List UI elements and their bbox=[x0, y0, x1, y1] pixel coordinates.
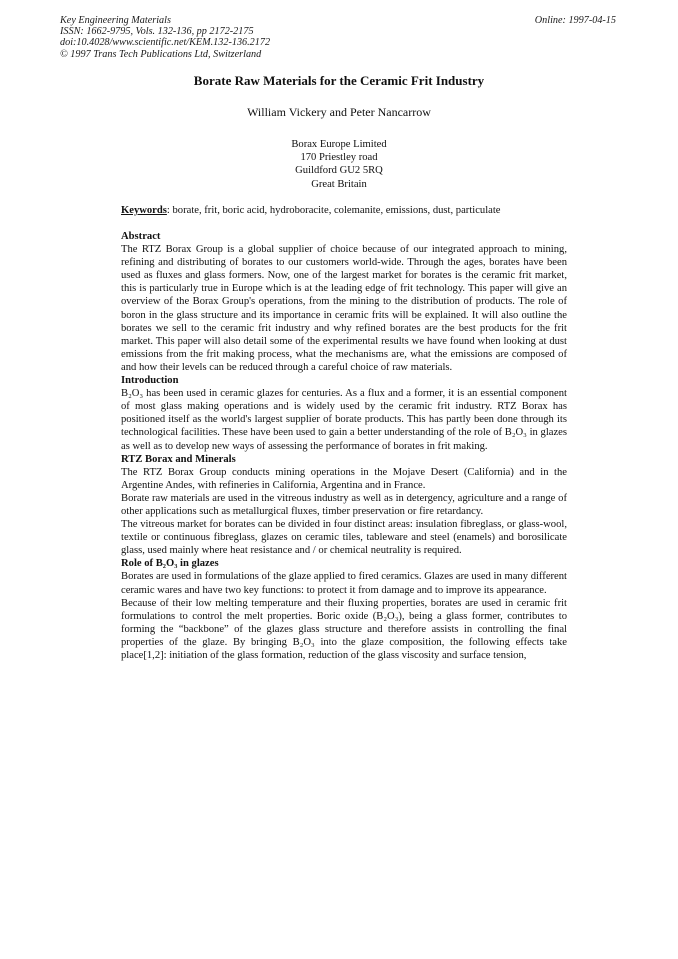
rtz-paragraph-3: The vitreous market for borates can be divided in four distinct areas: insulation fibreglass, or glass-wool, textile or continuous fibreglass, glazes on ceramic tiles, tableware and steel (enamels) and borosilicate glass, used mainly where heat resistance and / or chemical neutrality is required. bbox=[121, 519, 567, 557]
text-segment: in glazes bbox=[177, 558, 219, 570]
formula-b2o3: B₂O₃ bbox=[376, 610, 399, 622]
introduction-heading: Introduction bbox=[121, 375, 179, 387]
role-paragraph-2 bbox=[121, 597, 567, 662]
journal-header bbox=[60, 15, 270, 60]
affiliation-block bbox=[0, 138, 678, 191]
journal-name: Key Engineering Materials bbox=[60, 15, 171, 26]
text-segment: Because of their low melting temperature and their fluxing properties, borates are used in ceramic frit formulations to control the melt properties. Boric oxide ( bbox=[121, 597, 567, 622]
online-date: Online: 1997-04-15 bbox=[534, 15, 616, 26]
rtz-heading: RTZ Borax and Minerals bbox=[121, 453, 236, 465]
role-heading bbox=[121, 557, 567, 570]
formula-b2o3: B₂O₃ bbox=[121, 388, 144, 400]
formula-b2o3: B₂O₃ bbox=[504, 427, 527, 439]
introduction-paragraph bbox=[121, 387, 567, 452]
abstract-paragraph: The RTZ Borax Group is a global supplier of choice because of our integrated approach to mining, refining and distributing of borates to our customers world-wide. Through the ages, borates have been used as fluxes and glass formers. Now, one of the largest market for borates is the ceramic frit market, this is particularly true in Europe which is at the leading edge of frit technology. This paper will give an overview of the Borax Group's operations, from the mining to the distribution of products. The role of boron in the glass structure and its importance in ceramic frits will be explained. It will also outline the borates we sell to the ceramic frit industry and why refined borates are the best products for the frit market. This paper will also detail some of the experimental results we have found when looking at dust emissions from the frit making process, what the mechanisms are, what the emissions are composed of and how their levels can be reduced through a careful choice of raw materials. bbox=[121, 244, 567, 373]
affiliation-line: Great Britain bbox=[311, 178, 367, 190]
keywords-text: : borate, frit, boric acid, hydroboracite, colemanite, emissions, dust, particulate bbox=[166, 205, 501, 216]
text-segment: into the glaze composition, the following effects take place[1,2]: initiation of the glass formation, reduction of the glass viscosity and surface tension, bbox=[121, 636, 567, 661]
rtz-paragraph-2: Borate raw materials are used in the vitreous industry as well as in detergency, agriculture and a range of other applications such as metallurgical fluxes, timber preservation or fire retardancy. bbox=[121, 492, 567, 517]
affiliation-line: Guildford GU2 5RQ bbox=[295, 165, 383, 177]
keywords-line bbox=[121, 204, 501, 217]
text-segment: has been used in ceramic glazes for centuries. As a flux and a former, it is an essential component of most glass making operations and is widely used by the ceramic frit industry. RTZ Borax has positioned itself as the world's largest supplier of borate products. This has partly been done through its technological facilities. These have been used to gain a better understanding of the role of bbox=[121, 388, 567, 439]
paper-authors: William Vickery and Peter Nancarrow bbox=[247, 105, 431, 119]
formula-b2o3: B₂O₃ bbox=[292, 636, 315, 648]
text-segment: in glazes as well as to develop new ways of assessing the performance of borates in frit making. bbox=[121, 427, 567, 452]
issn-line: ISSN: 1662-9795, Vols. 132-136, pp 2172-2175 bbox=[60, 26, 254, 38]
rtz-paragraph-1: The RTZ Borax Group conducts mining operations in the Mojave Desert (California) and in the Argentine Andes, with refineries in California, Argentina and in France. bbox=[121, 466, 567, 491]
copyright-line: © 1997 Trans Tech Publications Ltd, Switzerland bbox=[60, 48, 262, 60]
doi-link[interactable]: doi:10.4028/www.scientific.net/KEM.132-136.2172 bbox=[60, 37, 271, 49]
keywords-label: Keywords bbox=[121, 205, 167, 216]
role-paragraph-1: Borates are used in formulations of the glaze applied to fired ceramics. Glazes are used in many different ceramic wares and have two key functions: to protect it from damage and to improve its appearance. bbox=[121, 571, 567, 596]
affiliation-line: 170 Priestley road bbox=[300, 152, 378, 164]
abstract-heading: Abstract bbox=[121, 231, 161, 242]
text-segment: Role of bbox=[121, 558, 156, 570]
paper-body bbox=[121, 230, 567, 662]
paper-title: Borate Raw Materials for the Ceramic Frit Industry bbox=[193, 73, 485, 88]
text-segment: ), being a glass former, contributes to forming the “backbone” of the glazes glass structure and therefore assists in controlling the final properties of the glaze. By bringing bbox=[121, 610, 567, 648]
affiliation-line: Borax Europe Limited bbox=[291, 139, 387, 150]
formula-b2o3: B₂O₃ bbox=[155, 558, 178, 570]
